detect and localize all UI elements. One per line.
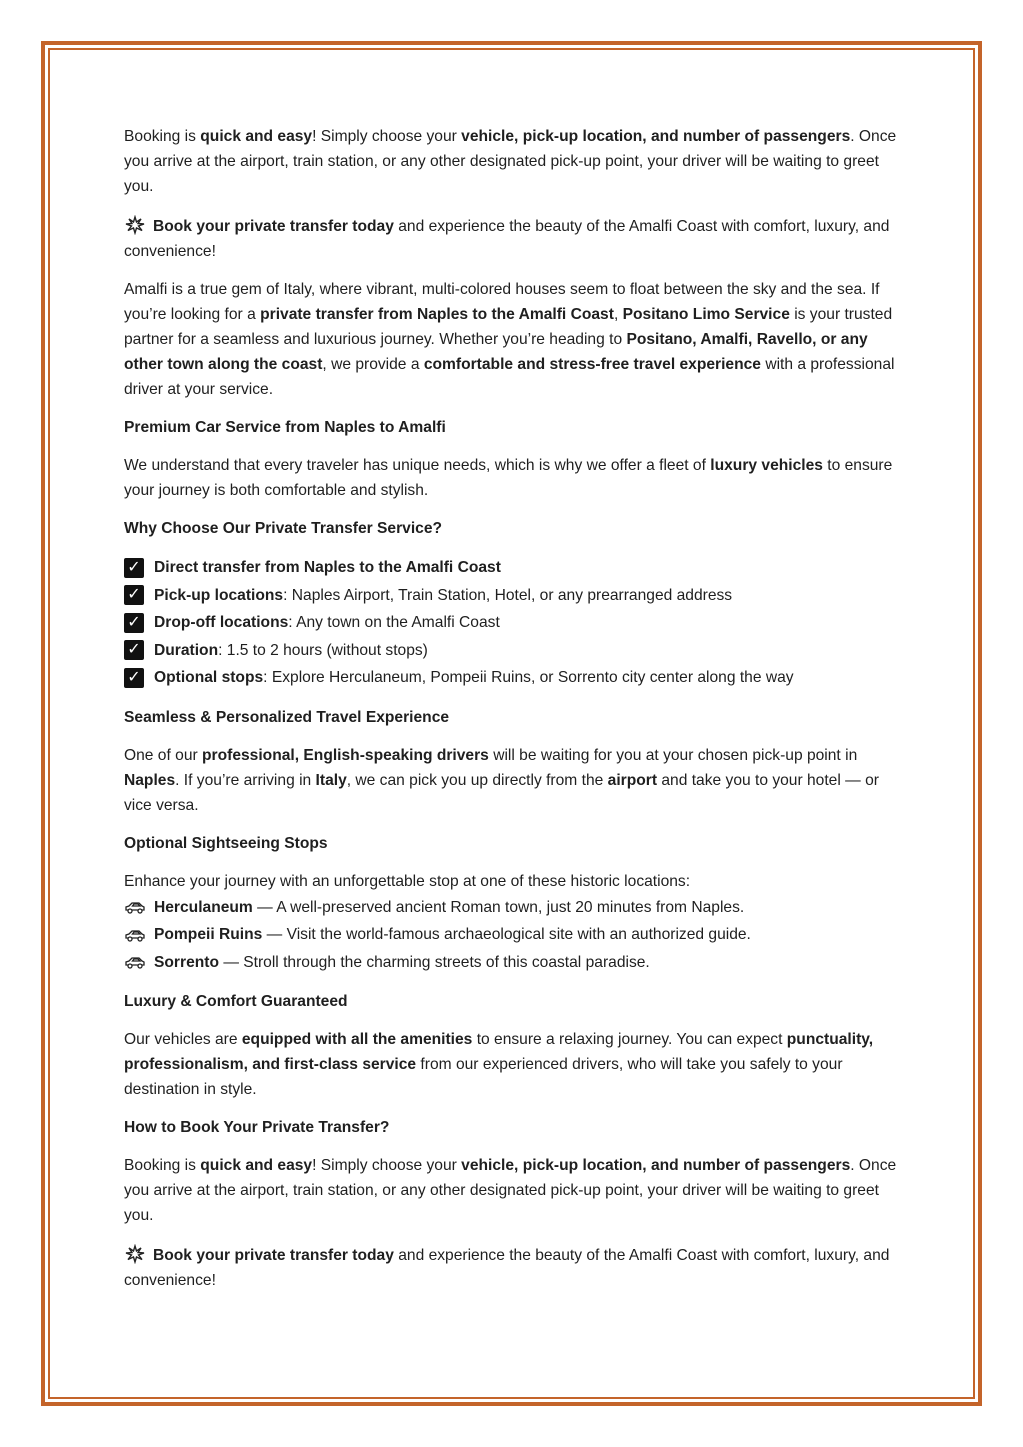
heading-why-choose: Why Choose Our Private Transfer Service? <box>124 520 443 537</box>
list-item: Pompeii Ruins — Visit the world-famous archaeological site with an authorized guide. <box>124 921 904 949</box>
list-item: ✓ Drop-off locations: Any town on the Amalfi Coast <box>124 609 904 637</box>
cta-paragraph: Book your private transfer today and experience the beauty of the Amalfi Coast with comfort, luxury, and convenience! <box>124 214 904 264</box>
fleet-paragraph: We understand that every traveler has unique needs, which is why we offer a fleet of luxury vehicles to ensure your journey is both comfortable and stylish. <box>124 457 893 499</box>
stops-list <box>124 894 904 977</box>
heading-luxury: Luxury & Comfort Guaranteed <box>124 993 348 1010</box>
list-item: Herculaneum — A well-preserved ancient Roman town, just 20 minutes from Naples. <box>124 894 904 922</box>
vehicles-paragraph: Our vehicles are equipped with all the amenities to ensure a relaxing journey. You can expect punctuality, professionalism, and first-class service from our experienced drivers, who will take you safely to your destination in style. <box>124 1031 874 1098</box>
list-item: ✓ Duration: 1.5 to 2 hours (without stops) <box>124 637 904 665</box>
heading-how-to-book: How to Book Your Private Transfer? <box>124 1119 390 1136</box>
car-icon <box>124 955 146 969</box>
list-item: ✓ Direct transfer from Naples to the Amalfi Coast <box>124 554 904 582</box>
checkmark-icon: ✓ <box>124 558 144 578</box>
stops-intro: Enhance your journey with an unforgettable stop at one of these historic locations: <box>124 872 691 890</box>
intro-paragraph: Amalfi is a true gem of Italy, where vibrant, multi-colored houses seem to float between the sky and the sea. If you’re looking for a private transfer from Naples to the Amalfi Coast, Positano Limo Service is your trusted partner for a seamless and luxurious journey. Whether you’re heading to Positano, Amalfi, Ravello, or any other town along the coast, we provide a comfortable and stress-free travel experience with a professional driver at your service. <box>124 281 895 398</box>
list-item: Sorrento — Stroll through the charming streets of this coastal paradise. <box>124 949 904 977</box>
heading-premium: Premium Car Service from Naples to Amalfi <box>124 419 446 436</box>
cta-paragraph-2: Book your private transfer today and experience the beauty of the Amalfi Coast with comfort, luxury, and convenience! <box>124 1243 904 1293</box>
list-item: ✓ Optional stops: Explore Herculaneum, Pompeii Ruins, or Sorrento city center along the way <box>124 664 904 692</box>
heading-seamless: Seamless & Personalized Travel Experience <box>124 708 450 726</box>
checkmark-icon: ✓ <box>124 640 144 660</box>
booking-paragraph-2: Booking is quick and easy! Simply choose your vehicle, pick-up location, and number of passengers. Once you arrive at the airport, train station, or any other designated pick-up point, your driver will be waiting to greet you. <box>124 1157 897 1224</box>
document-body <box>124 124 904 1293</box>
list-item: ✓ Pick-up locations: Naples Airport, Train Station, Hotel, or any prearranged address <box>124 582 904 610</box>
checkmark-icon: ✓ <box>124 668 144 688</box>
checkmark-icon: ✓ <box>124 613 144 633</box>
heading-optional-stops: Optional Sightseeing Stops <box>124 834 328 852</box>
checkmark-icon: ✓ <box>124 585 144 605</box>
car-icon <box>124 928 146 942</box>
sparkle-burst-icon <box>124 215 146 235</box>
booking-paragraph: Booking is quick and easy! Simply choose your vehicle, pick-up location, and number of passengers. Once you arrive at the airport, train station, or any other designated pick-up point, your driver will be waiting to greet you. <box>124 128 897 195</box>
checklist <box>124 554 904 692</box>
sparkle-burst-icon <box>124 1244 146 1264</box>
drivers-paragraph: One of our professional, English-speaking drivers will be waiting for you at your chosen pick-up point in Naples. If you’re arriving in Italy, we can pick you up directly from the airport and take you to your hotel — or vice versa. <box>124 746 879 814</box>
car-icon <box>124 900 146 914</box>
